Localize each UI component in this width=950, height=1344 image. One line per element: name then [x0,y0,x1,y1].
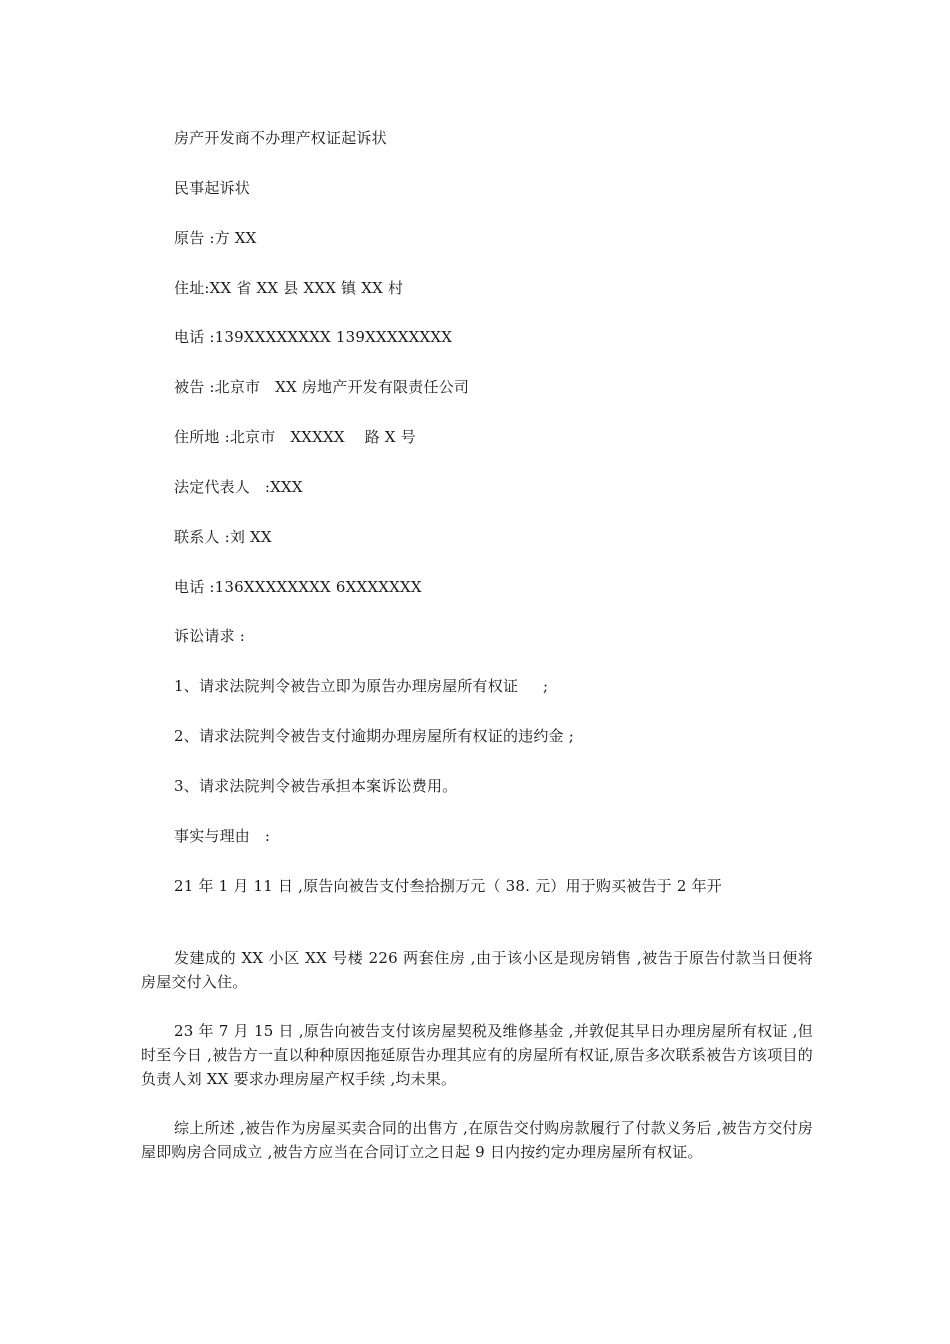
plaintiff-phone: 电话 :139XXXXXXXX 139XXXXXXXX [174,328,453,346]
facts-paragraph: 21 年 1 月 11 日 ,原告向被告支付叁拾捌万元（ 38. 元）用于购买被告于 2 年开 [174,877,722,895]
plaintiff-name: 原告 :方 XX [174,229,257,247]
plaintiff-address: 住址:XX 省 XX 县 XXX 镇 XX 村 [174,279,404,297]
facts-heading: 事实与理由 : [174,827,271,845]
claim-item: 1、请求法院判令被告立即为原告办理房屋所有权证 ; [174,677,549,695]
contact-phone: 电话 :136XXXXXXXX 6XXXXXXX [174,578,422,596]
legal-representative: 法定代表人 :XXX [174,478,303,496]
defendant-address: 住所地 :北京市 XXXXX 路 X 号 [174,428,416,446]
contact-person: 联系人 :刘 XX [174,528,272,546]
facts-paragraph: 发建成的 XX 小区 XX 号楼 226 两套住房 ,由于该小区是现房销售 ,被告于原告付款当日便将房屋交付入住。 [141,949,813,991]
claims-heading: 诉讼请求 : [174,627,246,645]
facts-paragraph: 23 年 7 月 15 日 ,原告向被告支付该房屋契税及维修基金 ,并敦促其早日办理房屋所有权证 ,但时至今日 ,被告方一直以种种原因拖延原告办理其应有的房屋所有权证,原告多次联系被告方该项目的负责人刘 XX 要求办理房屋产权手续 ,均未果。 [141,1022,813,1088]
document-title: 房产开发商不办理产权证起诉状 [174,129,387,147]
claim-item: 2、请求法院判令被告支付逾期办理房屋所有权证的违约金 ; [174,727,574,745]
defendant-name: 被告 :北京市 XX 房地产开发有限责任公司 [174,378,470,396]
facts-paragraph: 综上所述 ,被告作为房屋买卖合同的出售方 ,在原告交付购房款履行了付款义务后 ,被告方交付房屋即购房合同成立 ,被告方应当在合同订立之日起 9 日内按约定办理房屋所有权证。 [141,1119,813,1161]
claim-item: 3、请求法院判令被告承担本案诉讼费用。 [174,777,458,795]
document-type: 民事起诉状 [174,179,251,197]
